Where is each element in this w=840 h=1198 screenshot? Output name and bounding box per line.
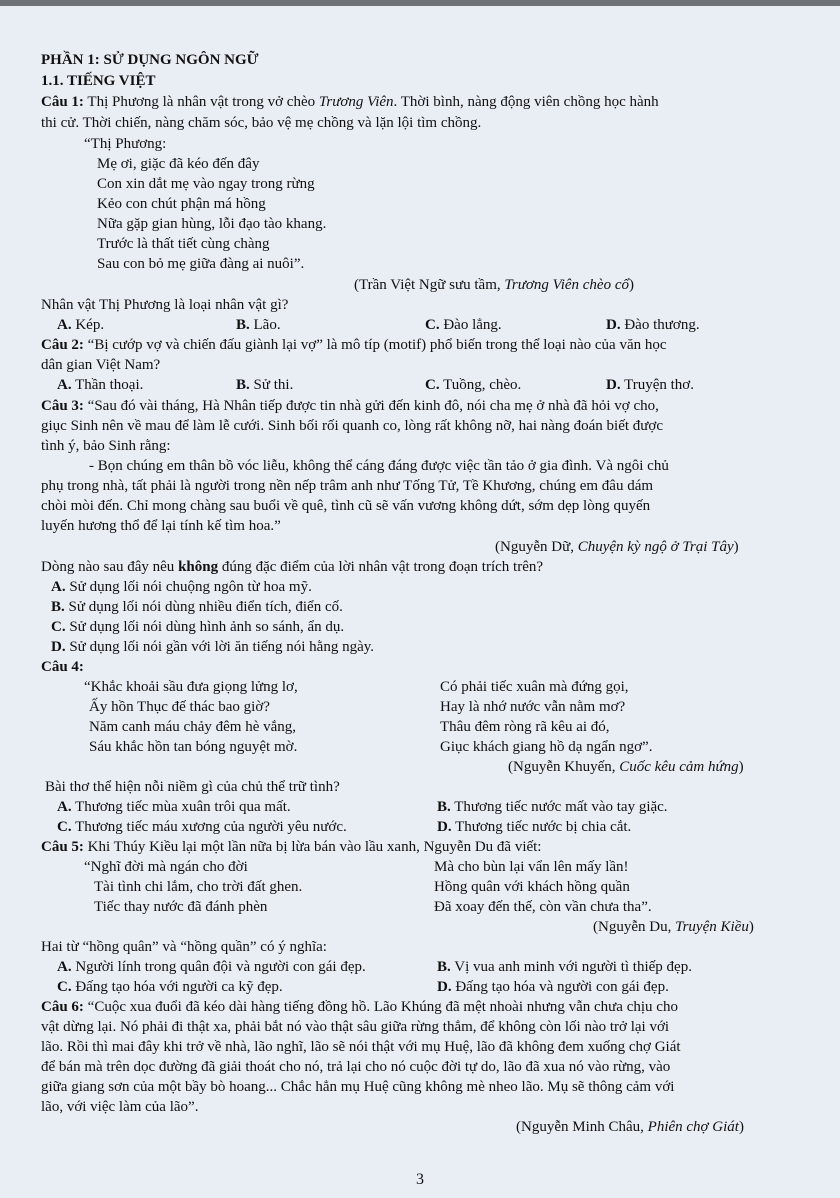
option-text: Người lính trong quân đội và người con gái đẹp.: [71, 959, 366, 975]
q4-poem-left-line: Năm canh máu chảy đêm hè vắng,: [89, 719, 297, 735]
q6-source-b: ): [738, 1119, 744, 1135]
q3-question-bold: không: [178, 559, 219, 575]
q5-poem-right-line: Mà cho bùn lại vẩn lên mấy lần!: [434, 859, 629, 875]
option-key: C.: [51, 619, 66, 635]
option-key: C.: [425, 377, 440, 393]
q5-poem-left-line: “Nghĩ đời mà ngán cho đời: [84, 859, 248, 875]
q1-source-title: Trương Viên chèo cổ: [504, 277, 629, 293]
q2-text-line-1: [41, 335, 667, 355]
q4-question: Bài thơ thể hiện nỗi niềm gì của chủ thể trữ tình?: [45, 779, 340, 795]
option-text: Đấng tạo hóa và người con gái đẹp.: [451, 979, 669, 995]
q3-option-b[interactable]: [51, 597, 343, 617]
option-text: Lão.: [249, 317, 281, 333]
q2-option-a[interactable]: [57, 375, 143, 395]
q1-poem-line: Nữa gặp gian hùng, lỗi đạo tào khang.: [97, 216, 327, 232]
q6-label: Câu 6:: [41, 999, 84, 1015]
q6-text-line-2: vật dừng lại. Nó phải đi thật xa, phải bắt nó vào thật sâu giữa rừng thẳm, để không còn lối nào trở lại với: [41, 1019, 670, 1035]
q1-source-a: (Trần Việt Ngữ sưu tầm,: [354, 277, 505, 293]
option-key: A.: [57, 959, 72, 975]
q5-option-d[interactable]: [437, 977, 669, 997]
option-key: B.: [236, 377, 250, 393]
option-key: D.: [606, 317, 621, 333]
q3-quote-line: luyến hương thổ để lại tính kế tìm hoa.”: [41, 518, 281, 534]
q1-intro-b: . Thời bình, nàng động viên chồng học hành: [393, 94, 659, 110]
q5-source-title: Truyện Kiều: [675, 919, 749, 935]
q1-option-a[interactable]: [57, 315, 104, 335]
q6-text-line-1: [41, 997, 678, 1017]
q3-source: [495, 537, 739, 557]
q6-text-1: “Cuộc xua đuổi đã kéo dài hàng tiếng đồng hồ. Lão Khúng đã mệt nhoài nhưng vẫn chưa chịu cho: [83, 999, 678, 1015]
q3-text-line-1: [41, 396, 659, 416]
option-text: Đào lẳng.: [439, 317, 502, 333]
q1-source: [354, 275, 634, 295]
q1-poem-line: Mẹ ơi, giặc đã kéo đến đây: [97, 156, 260, 172]
option-key: C.: [57, 979, 72, 995]
q4-poem-left-line: Ấy hồn Thục đế thác bao giờ?: [89, 699, 270, 715]
q1-intro-a: Thị Phương là nhân vật trong vở chèo: [83, 94, 319, 110]
q3-quote-line: - Bọn chúng em thân bồ vóc liễu, không thể cáng đáng được việc tần tảo ở gia đình. Và ngôi chủ: [89, 458, 669, 474]
option-text: Đào thương.: [620, 317, 700, 333]
q1-intro-line-1: [41, 92, 659, 112]
q6-text-line-4: để bán mà trên dọc đường đã giải thoát cho nó, trả lại cho nó cuộc đời tự do, lão đã xua nó vào rừng, vào: [41, 1059, 671, 1075]
q4-poem-right-line: Hay là nhớ nước vẫn nằm mơ?: [440, 699, 626, 715]
q3-quote-line: phụ trong nhà, tất phải là người trong nền nếp trâm anh như Tống Tử, Tề Khương, chúng em đâu dám: [41, 478, 654, 494]
option-key: C.: [57, 819, 72, 835]
option-text: Kép.: [71, 317, 105, 333]
q1-poem-line: Sau con bỏ mẹ giữa đàng ai nuôi”.: [97, 256, 305, 272]
q3-text-line-3: tình ý, bảo Sinh rằng:: [41, 438, 171, 454]
q5-label: Câu 5:: [41, 839, 84, 855]
q5-text-line: [41, 837, 541, 857]
q3-source-a: (Nguyễn Dữ,: [495, 539, 578, 555]
option-text: Sử dụng lối nói gần với lời ăn tiếng nói hằng ngày.: [65, 639, 375, 655]
option-key: A.: [57, 377, 72, 393]
q5-question: Hai từ “hồng quân” và “hồng quần” có ý nghĩa:: [41, 939, 327, 955]
q4-label: Câu 4:: [41, 659, 84, 675]
option-text: Vị vua anh minh với người tì thiếp đẹp.: [450, 959, 692, 975]
option-text: Sử thi.: [249, 377, 294, 393]
q1-poem-line: “Thị Phương:: [84, 136, 167, 152]
q5-source-a: (Nguyễn Du,: [593, 919, 676, 935]
q4-poem-right-line: Thâu đêm ròng rã kêu ai đó,: [440, 719, 610, 735]
q5-text: Khi Thúy Kiều lại một lần nữa bị lừa bán vào lầu xanh, Nguyễn Du đã viết:: [83, 839, 542, 855]
q4-poem-right-line: Có phải tiếc xuân mà đứng gọi,: [440, 679, 629, 695]
option-key: B.: [437, 799, 451, 815]
q4-poem-left-line: “Khắc khoải sầu đưa giọng lửng lơ,: [84, 679, 298, 695]
q4-option-a[interactable]: [57, 797, 291, 817]
option-text: Sử dụng lối nói dùng nhiều điển tích, điển cố.: [64, 599, 343, 615]
q1-intro-line-2: thi cử. Thời chiến, nàng chăm sóc, bảo vệ mẹ chồng và lặn lội tìm chồng.: [41, 115, 482, 131]
q1-option-c[interactable]: [425, 315, 502, 335]
q4-poem-right-line: Giục khách giang hồ dạ ngẩn ngơ”.: [440, 739, 653, 755]
option-text: Thương tiếc nước bị chia cắt.: [451, 819, 632, 835]
q1-intro-title: Trương Viên: [318, 94, 394, 110]
q6-source-a: (Nguyễn Minh Châu,: [516, 1119, 648, 1135]
q3-quote-line: chòi mòi đến. Chỉ mong chàng sau buổi về quê, tình cũ sẽ vấn vương không dứt, sớm dẹp lòng quyến: [41, 498, 651, 514]
q5-option-a[interactable]: [57, 957, 366, 977]
option-text: Thương tiếc mùa xuân trôi qua mất.: [71, 799, 291, 815]
q4-source-title: Cuốc kêu cảm hứng: [619, 759, 739, 775]
option-key: D.: [437, 979, 452, 995]
q5-poem-right-line: Đã xoay đến thế, còn vần chưa tha”.: [434, 899, 652, 915]
option-text: Tuồng, chèo.: [439, 377, 522, 393]
q3-question-a: Dòng nào sau đây nêu: [41, 559, 179, 575]
q6-source: [516, 1117, 744, 1137]
q3-question-b: đúng đặc điểm của lời nhân vật trong đoạn trích trên?: [218, 559, 544, 575]
q4-source-a: (Nguyễn Khuyến,: [508, 759, 620, 775]
option-text: Đấng tạo hóa với người ca kỹ đẹp.: [71, 979, 283, 995]
option-key: A.: [57, 799, 72, 815]
part-heading: PHẦN 1: SỬ DỤNG NGÔN NGỮ: [41, 52, 259, 68]
q2-text-line-2: dân gian Việt Nam?: [41, 357, 161, 373]
q3-label: Câu 3:: [41, 398, 84, 414]
q5-source: [593, 917, 754, 937]
q4-poem-left-line: Sáu khắc hồn tan bóng nguyệt mờ.: [89, 739, 298, 755]
q2-label: Câu 2:: [41, 337, 84, 353]
q3-option-c[interactable]: [51, 617, 344, 637]
section-heading: 1.1. TIẾNG VIỆT: [41, 73, 156, 89]
q3-option-a[interactable]: [51, 577, 312, 597]
q1-poem-line: Con xin dắt mẹ vào ngay trong rừng: [97, 176, 315, 192]
q6-text-line-3: lão. Rồi thì mai đây khi trở về nhà, lão nghĩ, lão sẽ nói thật với mụ Huệ, lão đã không đem xuống chợ Giát: [41, 1039, 681, 1055]
q1-question: Nhân vật Thị Phương là loại nhân vật gì?: [41, 297, 289, 313]
q4-option-c[interactable]: [57, 817, 347, 837]
option-text: Sử dụng lối nói dùng hình ảnh so sánh, ẩn dụ.: [65, 619, 345, 635]
q3-source-b: ): [733, 539, 739, 555]
option-text: Truyện thơ.: [620, 377, 694, 393]
option-text: Thần thoại.: [71, 377, 144, 393]
q5-source-b: ): [748, 919, 754, 935]
q6-text-line-5: giữa giang sơn của một bầy bò hoang... Chắc hẳn mụ Huệ cũng không mè nheo lão. Mụ sẽ thông cảm với: [41, 1079, 675, 1095]
q1-poem-line: Kẻo con chút phận má hồng: [97, 196, 266, 212]
option-key: B.: [236, 317, 250, 333]
q5-poem-right-line: Hồng quân với khách hồng quần: [434, 879, 630, 895]
q5-poem-left-line: Tài tình chi lắm, cho trời đất ghen.: [94, 879, 303, 895]
q4-option-b[interactable]: [437, 797, 668, 817]
option-text: Thương tiếc máu xương của người yêu nước.: [71, 819, 347, 835]
option-text: Sử dụng lối nói chuộng ngôn từ hoa mỹ.: [65, 579, 312, 595]
q4-source-b: ): [738, 759, 744, 775]
q1-label: Câu 1:: [41, 94, 84, 110]
top-edge-bar: [0, 0, 840, 6]
q2-option-d[interactable]: [606, 375, 694, 395]
q6-source-title: Phiên chợ Giát: [647, 1119, 739, 1135]
q1-option-d[interactable]: [606, 315, 700, 335]
q4-option-d[interactable]: [437, 817, 631, 837]
q2-text-1: “Bị cướp vợ và chiến đấu giành lại vợ” là mô típ (motif) phổ biến trong thể loại nào của văn học: [83, 337, 667, 353]
option-key: D.: [51, 639, 66, 655]
q5-option-c[interactable]: [57, 977, 283, 997]
q6-text-line-6: lão, với việc làm của lão”.: [41, 1099, 199, 1115]
q3-text-line-2: giục Sinh nên về mau để làm lễ cưới. Sinh bối rối quanh co, lòng rất không nỡ, hai nàng đoán biết được: [41, 418, 664, 434]
option-key: D.: [606, 377, 621, 393]
q1-option-b[interactable]: [236, 315, 281, 335]
q1-source-b: ): [629, 277, 634, 293]
q2-option-b[interactable]: [236, 375, 293, 395]
q3-option-d[interactable]: [51, 637, 374, 657]
option-key: C.: [425, 317, 440, 333]
option-text: Thương tiếc nước mất vào tay giặc.: [450, 799, 668, 815]
page-number: 3: [416, 1171, 424, 1188]
option-key: A.: [51, 579, 66, 595]
option-key: A.: [57, 317, 72, 333]
q3-question: [41, 557, 543, 577]
q5-option-b[interactable]: [437, 957, 692, 977]
option-key: B.: [437, 959, 451, 975]
q5-poem-left-line: Tiếc thay nước đã đánh phèn: [94, 899, 268, 915]
q3-text-1: “Sau đó vài tháng, Hà Nhân tiếp được tin nhà gửi đến kinh đô, nói cha mẹ ở nhà đã hỏi vợ cho,: [83, 398, 659, 414]
q4-source: [508, 757, 744, 777]
option-key: D.: [437, 819, 452, 835]
q1-poem-line: Trước là thất tiết cùng chàng: [97, 236, 270, 252]
q2-option-c[interactable]: [425, 375, 521, 395]
q3-source-title: Chuyện kỳ ngộ ở Trại Tây: [577, 539, 734, 555]
option-key: B.: [51, 599, 65, 615]
